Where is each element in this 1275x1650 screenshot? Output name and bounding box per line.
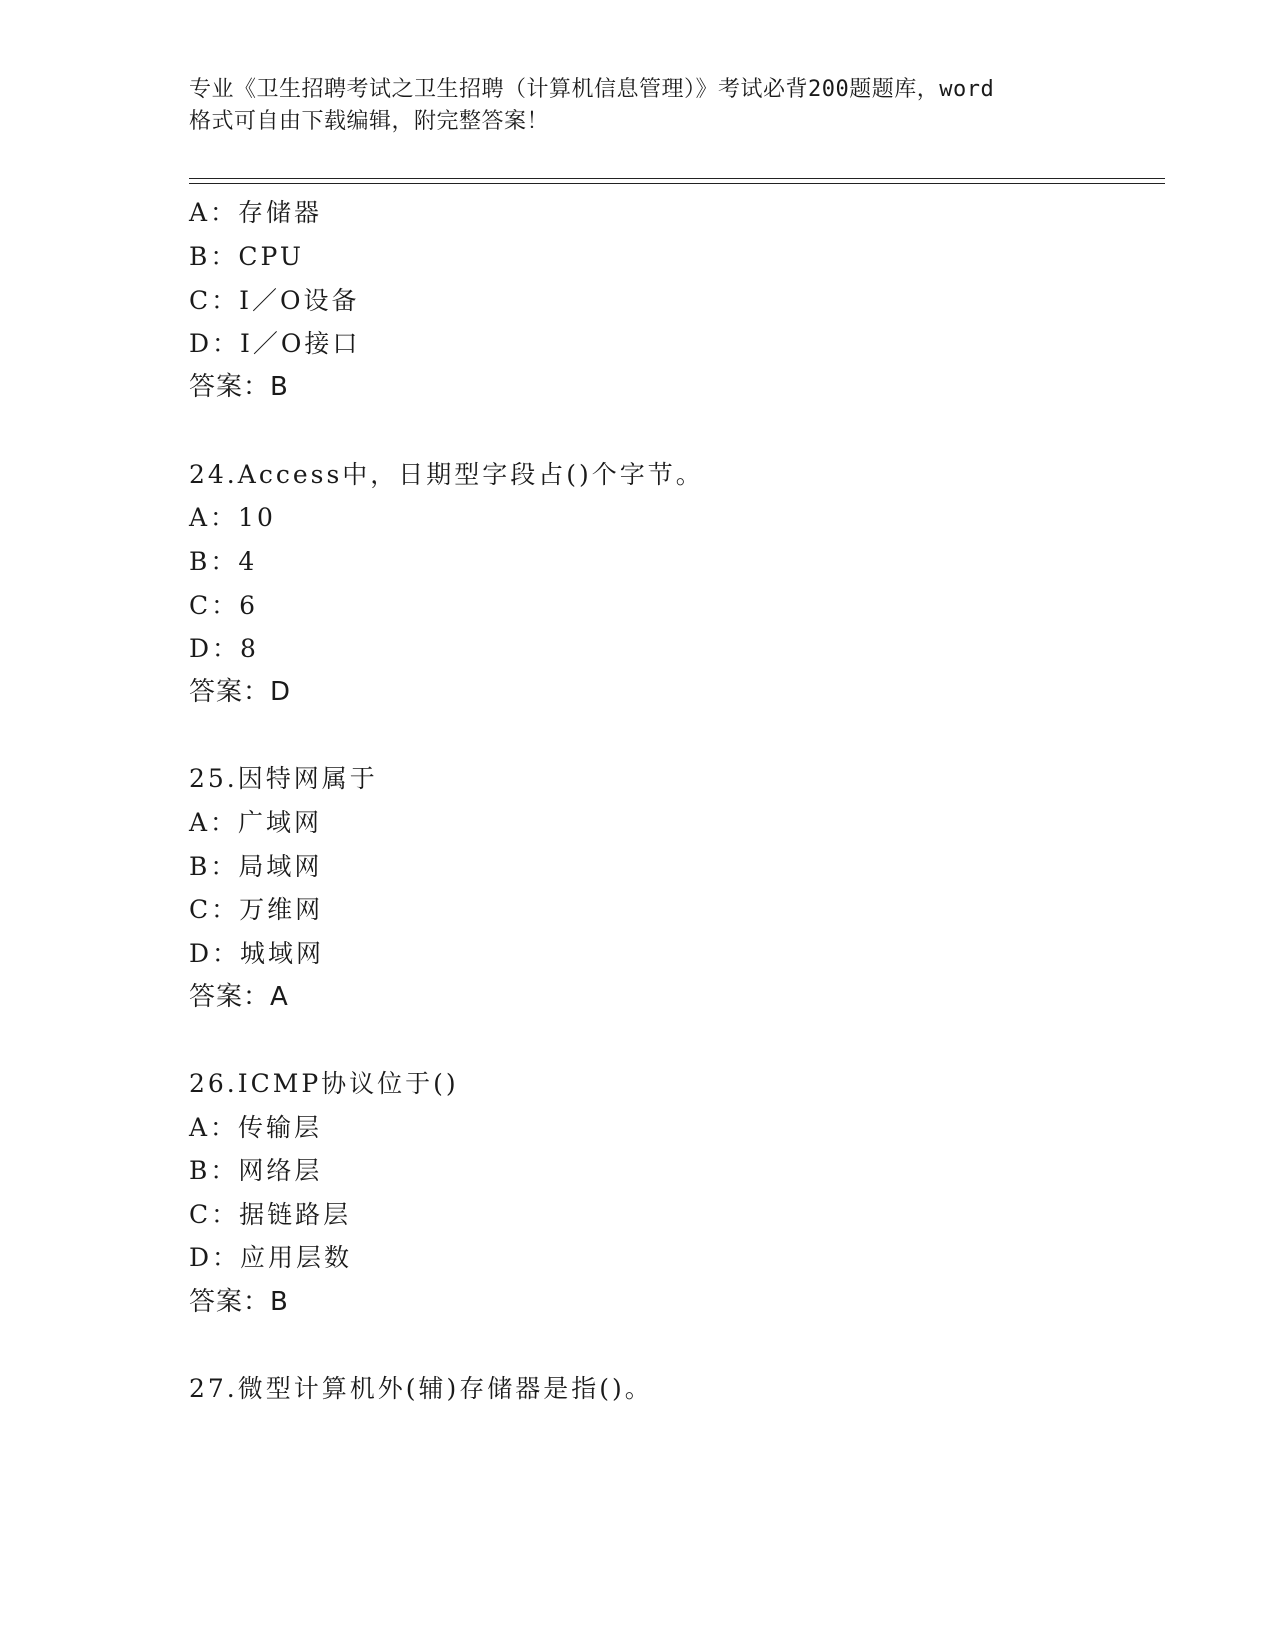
question-text: 27.微型计算机外(辅)存储器是指()。 <box>189 1374 653 1403</box>
option-b: B：4 <box>189 547 258 576</box>
option-a: A：存储器 <box>189 198 323 227</box>
question-text: 24.Access中，日期型字段占()个字节。 <box>189 460 704 489</box>
header-divider-bottom <box>189 183 1165 184</box>
answer-line: 答案：A <box>189 982 289 1012</box>
option-c: C：6 <box>189 591 259 620</box>
question-text: 25.因特网属于 <box>189 764 378 793</box>
answer-line: 答案：B <box>189 372 289 402</box>
header-line-2: 格式可自由下载编辑，附完整答案！ <box>189 109 550 134</box>
document-header <box>189 74 1089 138</box>
option-b: B：局域网 <box>189 852 323 881</box>
option-b: B：网络层 <box>189 1156 323 1185</box>
question-text: 26.ICMP协议位于() <box>189 1069 459 1098</box>
option-c: C：万维网 <box>189 895 324 924</box>
option-d: D：城域网 <box>189 939 325 968</box>
answer-line: 答案：D <box>189 677 292 707</box>
option-b: B：CPU <box>189 242 304 271</box>
option-a: A：广域网 <box>189 808 323 837</box>
option-d: D：I／O接口 <box>189 329 361 358</box>
answer-line: 答案：B <box>189 1287 289 1317</box>
option-d: D：应用层数 <box>189 1243 353 1272</box>
option-c: C：I／O设备 <box>189 286 360 315</box>
option-a: A：传输层 <box>189 1113 323 1142</box>
header-divider-top <box>189 178 1165 179</box>
header-line-1: 专业《卫生招聘考试之卫生招聘（计算机信息管理）》考试必背200题题库，word <box>189 77 995 102</box>
option-c: C：据链路层 <box>189 1200 352 1229</box>
option-d: D：8 <box>189 634 259 663</box>
option-a: A：10 <box>189 503 276 532</box>
